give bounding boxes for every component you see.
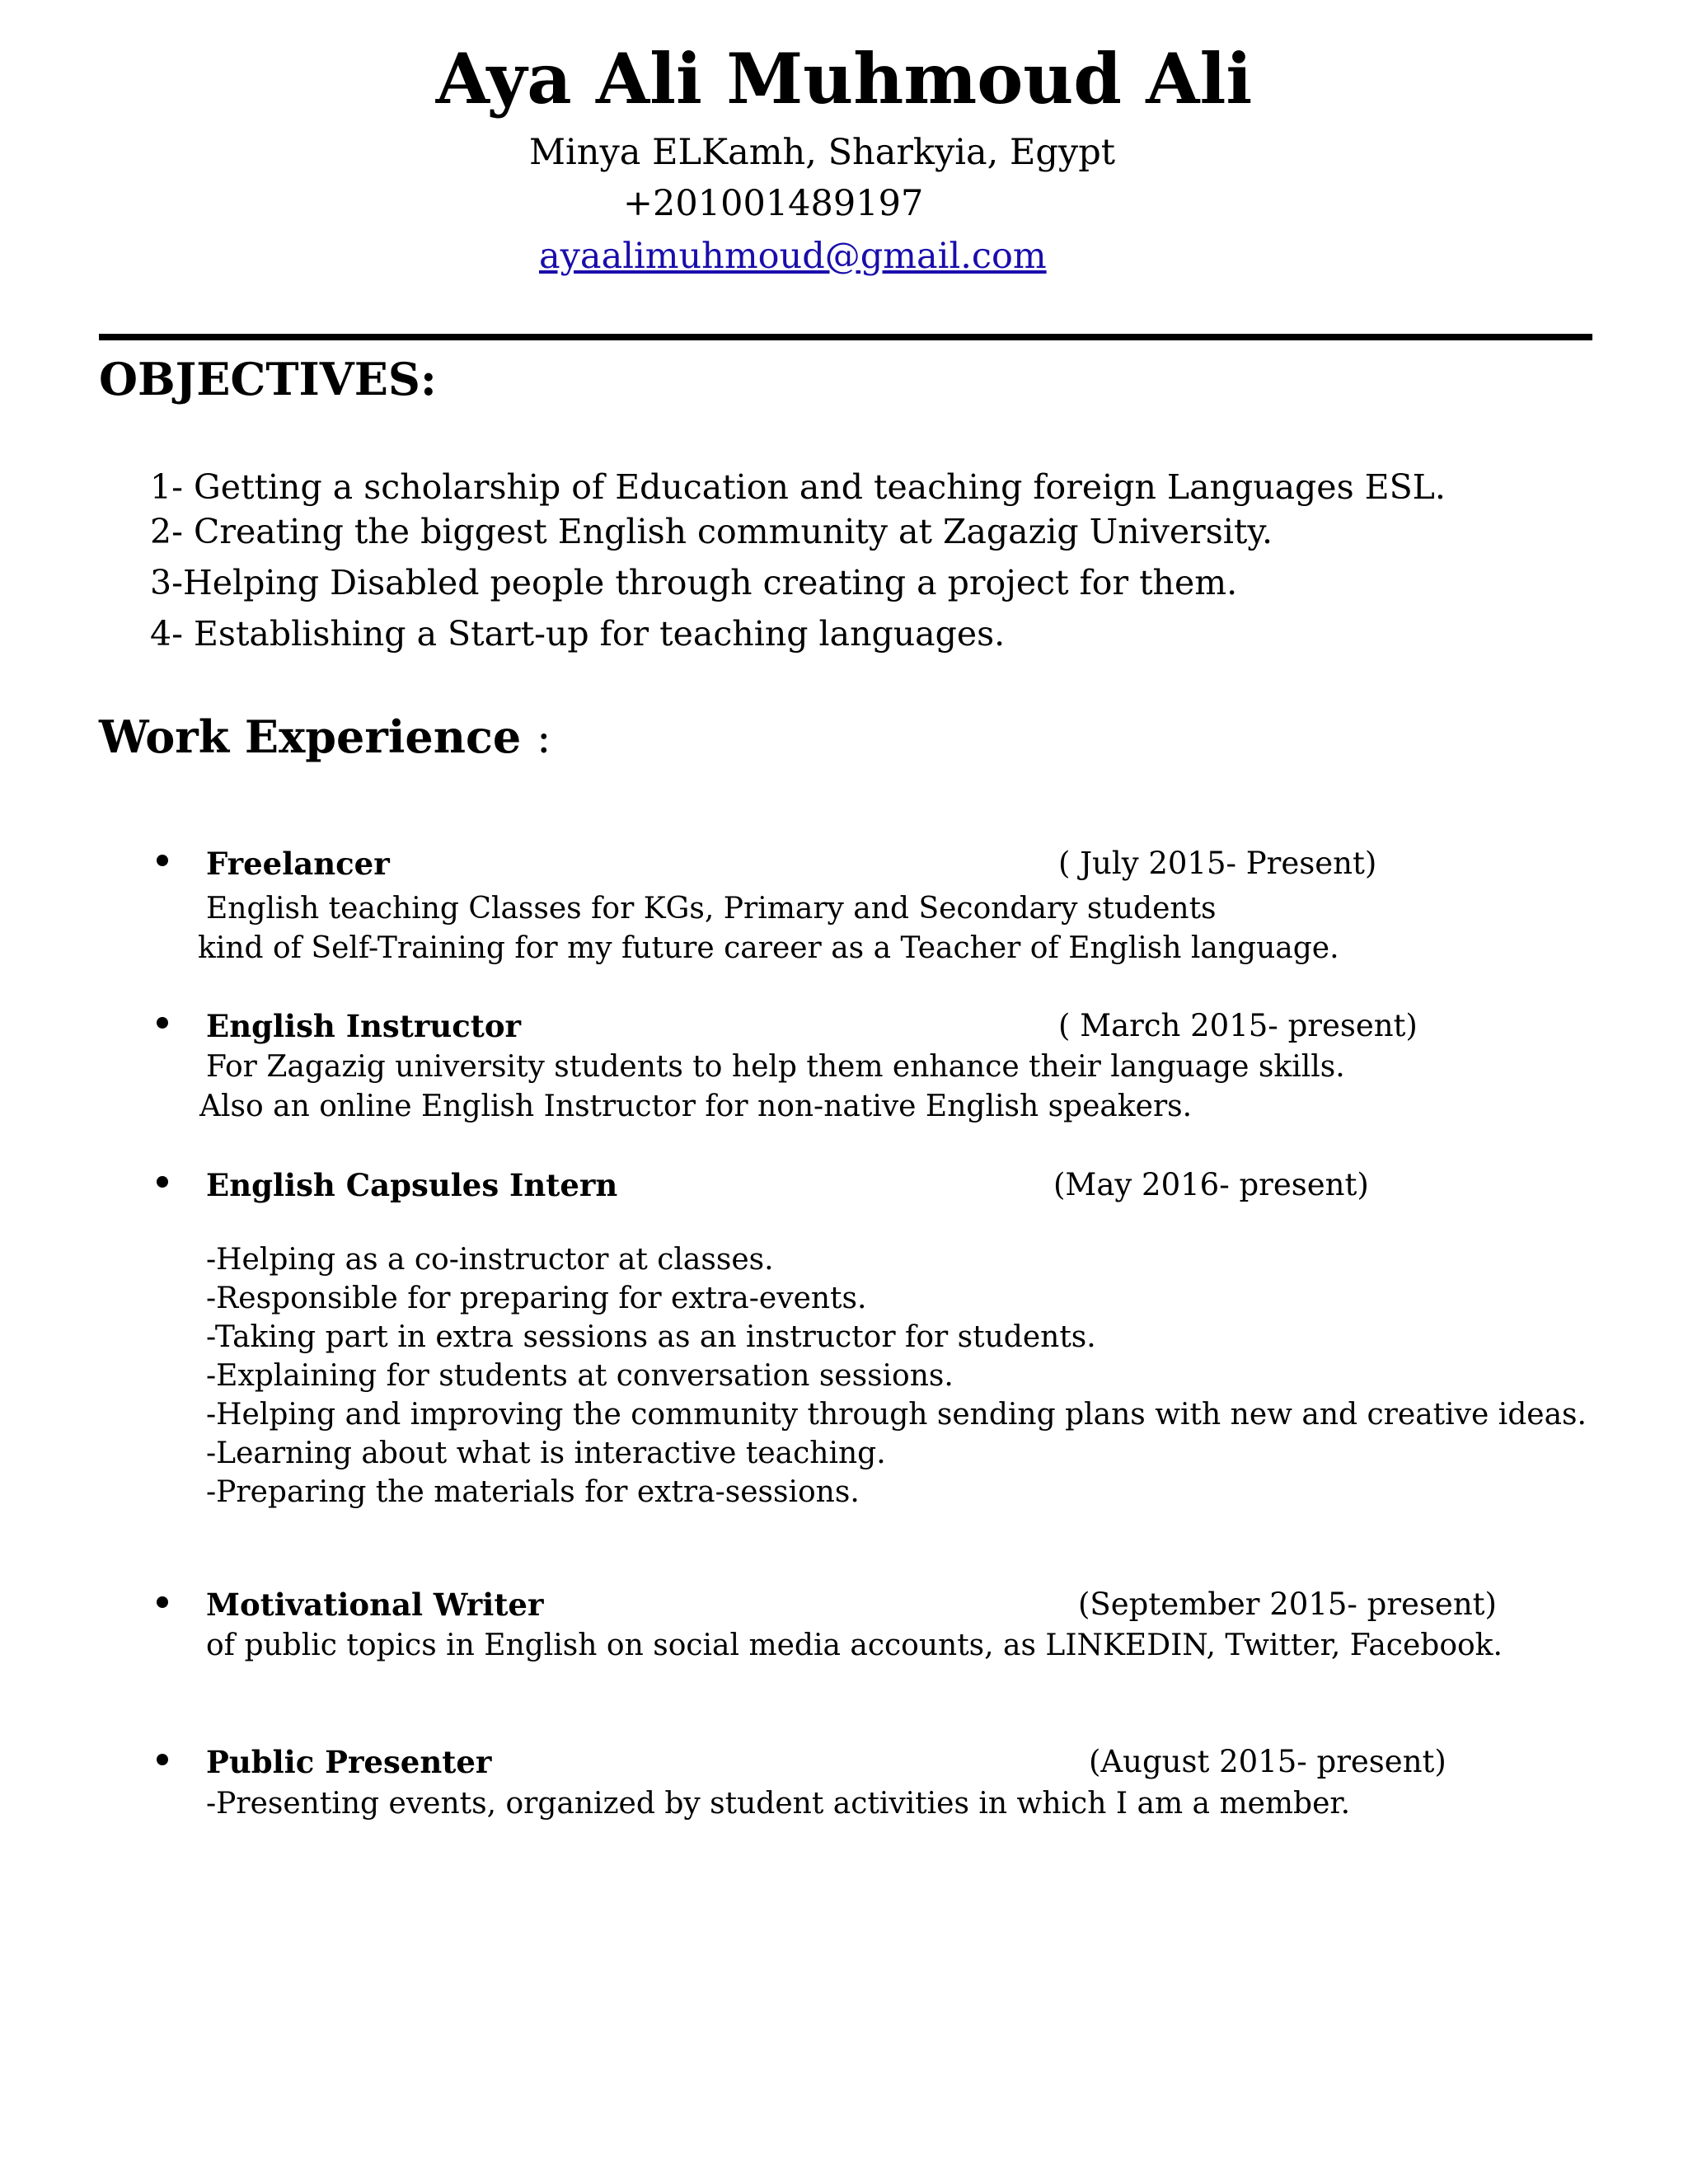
bullet-icon	[157, 1754, 168, 1765]
email-link[interactable]: ayaalimuhmoud@gmail.com	[539, 236, 1047, 277]
job-description-line: kind of Self-Training for my future career as a Teacher of English language.	[198, 931, 1339, 965]
job-description-line: -Helping and improving the community through sending plans with new and creative ideas.	[206, 1398, 1587, 1432]
objective-item: 2- Creating the biggest English community at Zagazig University.	[150, 512, 1273, 551]
job-title: Public Presenter	[206, 1744, 492, 1780]
work-experience-heading	[99, 710, 551, 764]
job-description-line: English teaching Classes for KGs, Primary and Secondary students	[206, 892, 1217, 926]
job-title: English Instructor	[206, 1008, 522, 1044]
job-title: Motivational Writer	[206, 1586, 544, 1623]
objective-item: 3-Helping Disabled people through creating a project for them.	[150, 563, 1238, 602]
header-divider	[99, 334, 1592, 340]
phone-number: +201001489197	[623, 183, 924, 224]
bullet-icon	[157, 1176, 168, 1188]
work-experience-colon: :	[537, 714, 551, 763]
job-description-line: -Presenting events, organized by student activities in which I am a member.	[206, 1787, 1351, 1821]
job-dates: ( March 2015- present)	[1058, 1008, 1418, 1043]
job-description-line: -Responsible for preparing for extra-events.	[206, 1282, 867, 1315]
bullet-icon	[157, 1017, 168, 1029]
bullet-icon	[157, 855, 168, 866]
job-description-line: For Zagazig university students to help them enhance their language skills.	[206, 1050, 1345, 1084]
objectives-heading: OBJECTIVES:	[99, 353, 437, 405]
job-dates: (May 2016- present)	[1053, 1167, 1369, 1202]
job-description-line: -Taking part in extra sessions as an instructor for students.	[206, 1320, 1096, 1354]
bullet-icon	[157, 1596, 168, 1608]
objective-item: 1- Getting a scholarship of Education and teaching foreign Languages ESL.	[150, 467, 1446, 507]
resume-name: Aya Ali Muhmoud Ali	[435, 38, 1253, 120]
job-dates: (September 2015- present)	[1078, 1586, 1497, 1622]
job-dates: (August 2015- present)	[1089, 1744, 1447, 1779]
job-title: Freelancer	[206, 846, 390, 882]
address: Minya ELKamh, Sharkyia, Egypt	[529, 132, 1116, 173]
job-title: English Capsules Intern	[206, 1167, 618, 1203]
job-description-line: -Learning about what is interactive teaching.	[206, 1436, 886, 1470]
job-description-line: -Preparing the materials for extra-sessions.	[206, 1475, 860, 1509]
job-dates: ( July 2015- Present)	[1058, 846, 1377, 881]
job-description-line: -Explaining for students at conversation sessions.	[206, 1359, 954, 1393]
objective-item: 4- Establishing a Start-up for teaching languages.	[150, 614, 1006, 654]
job-description-line: -Helping as a co-instructor at classes.	[206, 1243, 774, 1277]
job-description-line: Also an online English Instructor for non-native English speakers.	[199, 1090, 1193, 1123]
job-description-line: of public topics in English on social media accounts, as LINKEDIN, Twitter, Facebook.	[206, 1629, 1503, 1662]
work-experience-title: Work Experience	[99, 710, 522, 763]
